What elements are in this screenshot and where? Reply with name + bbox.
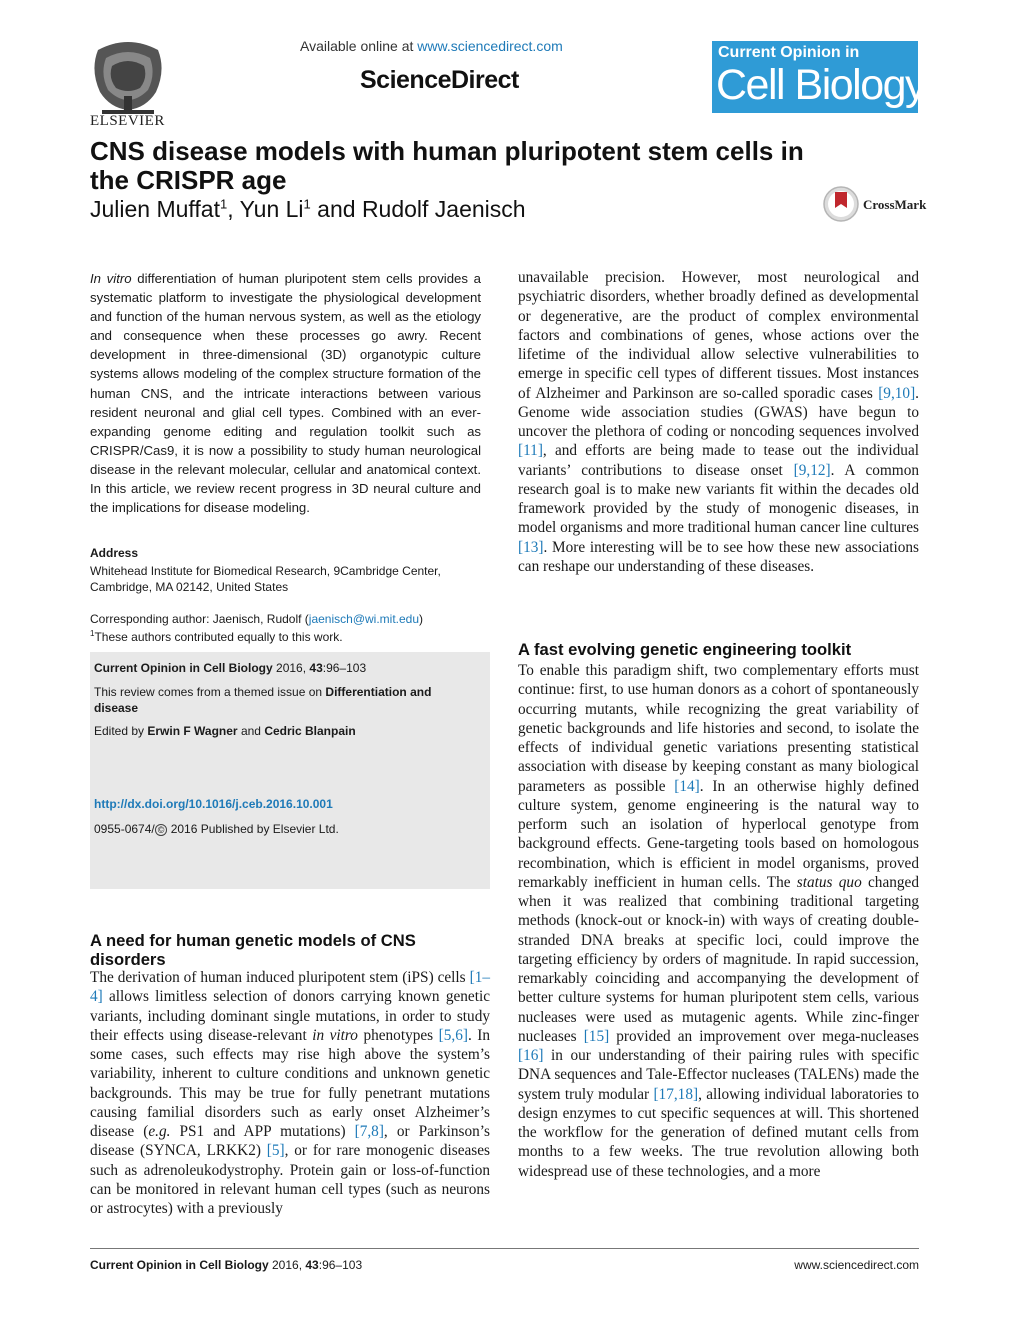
section-heading: A fast evolving genetic engineering toolkit xyxy=(518,640,852,659)
citation-link[interactable]: [15] xyxy=(583,1027,610,1045)
journal-logo-line1: Current Opinion in xyxy=(718,44,860,61)
citation-link[interactable]: [1–4] xyxy=(90,969,490,1006)
publisher-wordmark: ELSEVIER xyxy=(90,113,165,129)
info-editor: Cedric Blanpain xyxy=(264,724,356,738)
info-issn: 0955-0674/ xyxy=(94,822,155,836)
info-edited-prefix: Edited by xyxy=(94,724,148,738)
info-journal-name: Current Opinion in Cell Biology xyxy=(94,661,273,675)
info-edited-and: and xyxy=(237,724,265,738)
text-run: , or Parkinson’s disease (SYNCA, LRKK2) xyxy=(90,1123,491,1160)
text-run: To enable this paradigm shift, two complementary efforts must continue: first, to use human donors as a cohort of spontaneously occurring mutants, while recognizing the great variability of genetic backgrounds and life histories and second, to isolate the effects of individual genetic variations presenting statistical association with disease by keeping constant as many biological parameters as possible xyxy=(518,662,919,795)
text-run: PS1 and APP mutations) xyxy=(170,1123,355,1140)
text-run: , allowing individual laboratories to design enzymes to cut specific sequences at will. This shortened the workflow for the generation of defined mutant cells from months to a few weeks. The true revolution allowing both widespread use of these technologies, and a more xyxy=(518,1085,919,1180)
corresponding-author xyxy=(90,611,481,627)
footnote-text: These authors contributed equally to this work. xyxy=(94,630,343,644)
info-copyright-text: 2016 Published by Elsevier Ltd. xyxy=(167,822,339,836)
section1-paragraph-part2 xyxy=(518,268,919,576)
citation-link[interactable]: [11] xyxy=(518,442,543,460)
info-issn-copyright xyxy=(94,822,339,836)
section1-paragraph-part1 xyxy=(90,968,490,1218)
italic-run: status quo xyxy=(796,873,862,891)
citation-link[interactable]: [5] xyxy=(266,1142,285,1160)
abstract-text: differentiation of human pluripotent stem cells provides a systematic platform to investigate the physiological development and function of the human nervous system, as well as the etiology and consequence when these processes go awry. Recent development in three-dimensional (3D) organotypic culture systems allows modeling of the complex structure formation of the human CNS, and the intricate interactions between various resident neuronal and glial cell types. Combined with an ever-expanding genome editing and regulation toolkit such as CRISPR/Cas9, it is now a possibility to study human neurological disease in the relevant molecular, cellular and anatomical context. In this article, we review recent progress in 3D neural culture and the implications for disease modeling. xyxy=(90,271,481,516)
author-affiliation-mark: 1 xyxy=(219,196,228,212)
available-online-line xyxy=(300,38,563,54)
info-year: 2016, xyxy=(276,661,310,675)
doi-link[interactable]: http://dx.doi.org/10.1016/j.ceb.2016.10.001 xyxy=(94,797,333,811)
available-online-label: Available online at xyxy=(300,38,414,54)
citation-link[interactable]: [16] xyxy=(518,1047,544,1064)
corresponding-suffix: ) xyxy=(419,612,424,626)
text-run: . In an otherwise highly defined culture system, genome engineering is the natural way to perform such an isolation of hyperlocal genotype from background effects. Gene-targeting tools based on homologous recombination, which is efficient in model organisms, proved remarkably inefficient in human cells. The xyxy=(518,777,920,891)
citation-link[interactable]: [14] xyxy=(674,777,700,795)
address-line: Whitehead Institute for Biomedical Research, 9Cambridge Center, xyxy=(90,564,441,578)
footer-divider xyxy=(90,1248,919,1249)
text-run: in our understanding of their pairing rules with specific DNA sequences and Tale-Effector nucleases (TALENs) made the system truly modular xyxy=(518,1047,919,1103)
text-run: . Genome wide association studies (GWAS) have begun to uncover the plethora of coding or noncoding sequences involved xyxy=(518,384,919,440)
citation-link[interactable]: [9,10] xyxy=(878,384,916,402)
author-name: Yun Li xyxy=(239,196,304,222)
address-line: Cambridge, MA 02142, United States xyxy=(90,580,289,594)
info-citation xyxy=(94,661,366,675)
email-link[interactable]: jaenisch@wi.mit.edu xyxy=(308,612,420,626)
journal-logo xyxy=(712,41,926,113)
text-run: phenotypes xyxy=(357,1026,439,1044)
citation-link[interactable]: [9,12] xyxy=(793,461,831,479)
text-run: provided an improvement over mega-nucleases xyxy=(609,1027,920,1045)
footer-citation xyxy=(90,1258,362,1272)
text-run: The derivation of human induced pluripotent stem (iPS) cells xyxy=(90,969,470,986)
author-list xyxy=(90,196,526,223)
article-title: CNS disease models with human pluripotent stem cells in the CRISPR age xyxy=(90,136,804,195)
section2-paragraph xyxy=(518,661,919,1181)
info-pages: :96–103 xyxy=(322,661,367,675)
text-run: . In some cases, such effects may rise high above the system’s variability, inherent to culture conditions and unknown genetic backgrounds. This may be true for fully penetrant mutations causing familial disorders such as early onset Alzheimer’s disease ( xyxy=(90,1026,491,1140)
author-affiliation-mark: 1 xyxy=(303,196,311,212)
address-text xyxy=(90,563,481,595)
citation-link[interactable]: [7,8] xyxy=(354,1123,384,1140)
footer-year: 2016, xyxy=(268,1258,306,1272)
footer-pages: :96–103 xyxy=(318,1258,363,1272)
text-run: allows limitless selection of donors carrying known genetic variants, including dominant single mutations, in order to study their effects using disease-relevant xyxy=(90,988,490,1044)
footer-journal: Current Opinion in Cell Biology xyxy=(90,1258,269,1272)
footer-url[interactable]: www.sciencedirect.com xyxy=(794,1258,919,1272)
footer-volume: 43 xyxy=(305,1258,319,1272)
copyright-symbol: © xyxy=(155,824,168,836)
author-separator: , xyxy=(227,196,240,222)
citation-link[interactable]: [13] xyxy=(518,538,544,556)
author-separator: and xyxy=(310,196,362,222)
text-run: unavailable precision. However, most neurological and psychiatric disorders, whether broadly defined as developmental or degenerative, are the product of complex environmental factors and combinations of genes, whose actions over the lifetime of the individual allow selective vulnerabilities to emerge in specific cell types of different tissues. Most instances of Alzheimer and Parkinson are so-called sporadic cases xyxy=(518,269,919,402)
info-themed-prefix: This review comes from a themed issue on xyxy=(94,685,326,699)
text-run: , and efforts are being made to tease out the individual variants’ contributions to disease onset xyxy=(518,442,919,479)
journal-logo-line2: Cell Biology xyxy=(716,61,926,109)
citation-link[interactable]: [17,18] xyxy=(653,1085,699,1103)
corresponding-prefix: Corresponding author: Jaenisch, Rudolf ( xyxy=(90,612,309,626)
author-name: Rudolf Jaenisch xyxy=(361,196,526,222)
article-info-box xyxy=(90,652,490,889)
footnote-mark: 1 xyxy=(90,629,95,638)
abstract xyxy=(90,269,481,517)
citation-link[interactable]: [5,6] xyxy=(438,1026,468,1044)
text-run: , or for rare monogenic diseases such as adrenoleukodystrophy. Protein gain or loss-of-function can be monitored in relevant human cell types (such as neurons or astrocytes) with a previously xyxy=(90,1142,490,1217)
info-themed-issue xyxy=(94,684,474,716)
author-name: Julien Muffat xyxy=(90,196,220,222)
text-run: changed when it was realized that combining traditional targeting methods (knock-out or knock-in) with ways of creating double-stranded DNA breaks at specific loci, could improve the targeting efficiency by orders of magnitude. In rapid succession, remarkably coinciding and accompanying the development of better culture systems for human pluripotent stem cells, various nucleases were used as mutagenic agents. While zinc-finger nucleases xyxy=(518,873,919,1045)
equal-contribution-footnote xyxy=(90,626,481,645)
address-label: Address xyxy=(90,546,139,560)
section-heading: A need for human genetic models of CNS disorders xyxy=(90,931,416,969)
info-editor: Erwin F Wagner xyxy=(147,724,238,738)
info-volume: 43 xyxy=(309,661,323,675)
sciencedirect-link[interactable]: www.sciencedirect.com xyxy=(417,38,563,54)
abstract-italic-lead: In vitro xyxy=(90,271,132,286)
italic-run: e.g. xyxy=(148,1123,171,1140)
crossmark-label[interactable]: CrossMark xyxy=(863,197,927,212)
info-editors xyxy=(94,724,356,738)
text-run: . A common research goal is to make new variants fit within the decades old framework provided by the study of monogenic diseases, in model organisms and more traditional human cancer line cultures xyxy=(518,461,919,537)
info-themed-topic: Differentiation and disease xyxy=(94,685,432,715)
sciencedirect-wordmark: ScienceDirect xyxy=(360,66,519,94)
text-run: . More interesting will be to see how these new associations can reshape our understanding of these diseases. xyxy=(518,538,919,575)
italic-run: in vitro xyxy=(312,1026,358,1044)
